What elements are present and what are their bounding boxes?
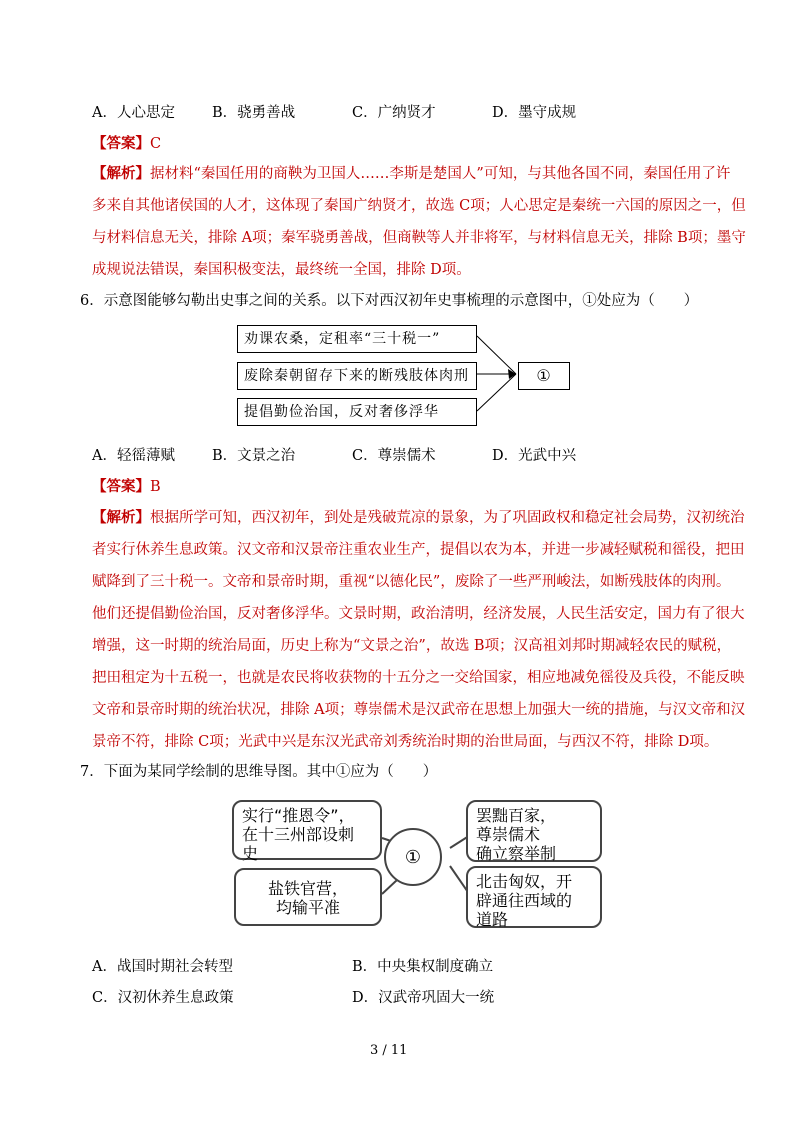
q5-option-a: A．人心思定	[92, 105, 175, 121]
q6-option-b: B．文景之治	[212, 448, 296, 464]
q7-stem: 7．下面为某同学绘制的思维导图。其中①应为（ ）	[80, 764, 438, 780]
mindmap-node-bottom-left	[234, 868, 382, 926]
analysis-text: 据材料“秦国任用的商鞅为卫国人……李斯是楚国人”可知，与其他各国不同，秦国任用了许	[150, 166, 731, 182]
node-text: 确立察举制	[476, 844, 557, 863]
node-text: 尊崇儒术	[476, 825, 541, 844]
analysis-label: 【解析】	[92, 509, 150, 526]
diagram-arrow	[477, 336, 516, 374]
q5-option-d: D．墨守成规	[492, 105, 577, 121]
q7-option-a: A．战国时期社会转型	[92, 959, 233, 975]
mindmap-node-top-right	[466, 800, 602, 862]
analysis-text: 根据所学可知，西汉初年，到处是残破荒凉的景象，为了巩固政权和稳定社会局势，汉初统治	[150, 510, 745, 526]
q6-answer	[92, 475, 161, 496]
q5-analysis-line: 成规说法错误，秦国积极变法，最终统一全国，排除 D项。	[92, 262, 471, 278]
q6-option-d: D．光武中兴	[492, 448, 577, 464]
q6-analysis-line: 增强，这一时期的统治局面，历史上称为“文景之治”，故选 B项；汉高祖刘邦时期减轻农民的赋税，	[92, 638, 732, 654]
mindmap-node-top-left	[232, 800, 382, 863]
answer-value: C	[150, 136, 162, 152]
q6-analysis-line: 他们还提倡勤俭治国，反对奢侈浮华。文景时期，政治清明，经济发展，人民生活安定，国力有了很大	[92, 606, 745, 622]
q6-analysis-line	[92, 506, 745, 527]
node-text: 均输平准	[275, 898, 340, 917]
answer-value: B	[150, 479, 161, 495]
mindmap-node-bottom-right	[466, 866, 602, 928]
q5-option-c: C．广纳贤才	[352, 105, 436, 121]
answer-label: 【答案】	[92, 478, 150, 495]
node-text: 罢黜百家，	[476, 806, 557, 825]
q7-option-b: B．中央集权制度确立	[352, 959, 494, 975]
q5-answer	[92, 132, 161, 153]
node-text: 盐铁官营，	[267, 879, 348, 898]
q6-analysis-line: 赋降到了三十税一。文帝和景帝时期，重视“以德化民”，废除了一些严刑峻法，如断残肢体的肉刑。	[92, 574, 731, 590]
q6-box-2: 废除秦朝留存下来的断残肢体肉刑	[237, 362, 477, 390]
node-text: 北击匈奴，开	[476, 872, 573, 891]
q5-analysis-line: 与材料信息无关，排除 A项；秦军骁勇善战，但商鞅等人并非将军，与材料信息无关，排除 B项；墨守	[92, 230, 746, 246]
diagram-arrow	[477, 374, 516, 411]
q5-analysis-line	[92, 162, 730, 183]
q6-box-3: 提倡勤俭治国，反对奢侈浮华	[237, 398, 477, 426]
page-number: 3 / 11	[370, 1043, 408, 1058]
q6-analysis-line: 景帝不符，排除 C项；光武中兴是东汉光武帝刘秀统治时期的治世局面，与西汉不符，排除 D项。	[92, 734, 719, 750]
q6-option-c: C．尊崇儒术	[352, 448, 436, 464]
q7-option-d: D．汉武帝巩固大一统	[352, 990, 495, 1006]
q6-analysis-line: 把田租定为十五税一，也就是农民将收获物的十五分之一交给国家，相应地减免徭役及兵役，不能反映	[92, 670, 745, 686]
q5-option-b: B．骁勇善战	[212, 105, 296, 121]
analysis-label: 【解析】	[92, 165, 150, 182]
q6-target-box: ①	[518, 362, 570, 390]
node-text: 在十三州部设刺	[242, 825, 355, 844]
mindmap-center: ①	[384, 828, 442, 886]
q6-box-1: 劝课农桑，定租率“三十税一”	[237, 325, 477, 353]
q6-analysis-line: 者实行休养生息政策。汉文帝和汉景帝注重农业生产，提倡以农为本，并进一步减轻赋税和徭役，把田	[92, 542, 745, 558]
q6-analysis-line: 文帝和景帝时期的统治状况，排除 A项；尊崇儒术是汉武帝在思想上加强大一统的措施，与汉文帝和汉	[92, 702, 746, 718]
q6-stem: 6．示意图能够勾勒出史事之间的关系。以下对西汉初年史事梳理的示意图中，①处应为（ ）	[80, 293, 699, 309]
node-text: 史	[242, 844, 259, 863]
q5-analysis-line: 多来自其他诸侯国的人才，这体现了秦国广纳贤才，故选 C项；人心思定是秦统一六国的原因之一，但	[92, 198, 746, 214]
node-text: 道路	[476, 910, 509, 929]
answer-label: 【答案】	[92, 135, 150, 152]
node-text: 实行“推恩令”，	[242, 806, 355, 825]
node-text: 辟通往西域的	[476, 891, 573, 910]
q6-option-a: A．轻徭薄赋	[92, 448, 175, 464]
q7-option-c: C．汉初休养生息政策	[92, 990, 234, 1006]
